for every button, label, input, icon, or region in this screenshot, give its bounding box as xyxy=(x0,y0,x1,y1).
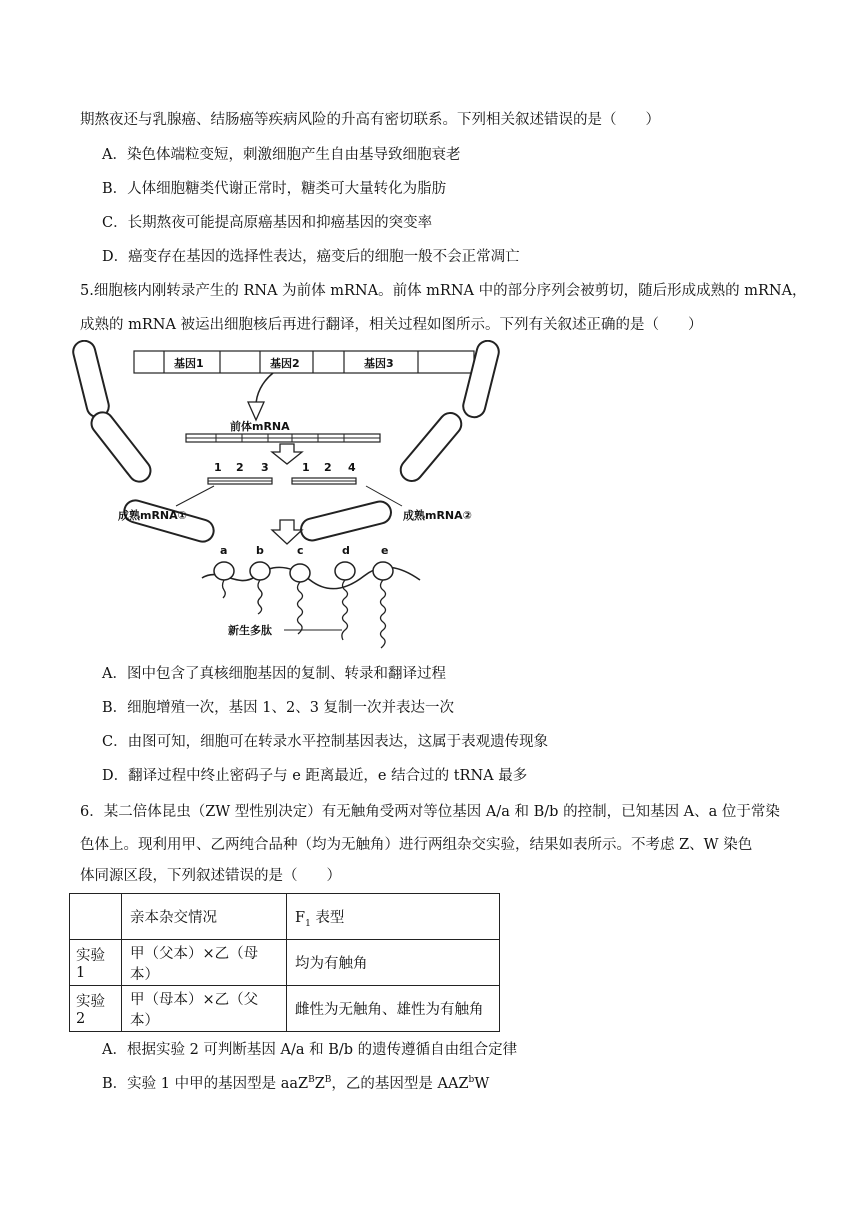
ribosome-b xyxy=(250,562,270,580)
pre-mrna-label: 前体mRNA xyxy=(230,420,290,433)
gene-expression-diagram xyxy=(70,340,530,650)
nascent-peptide-label: 新生多肽 xyxy=(228,624,272,637)
q4-stem-tail: 期熬夜还与乳腺癌、结肠癌等疾病风险的升高有密切联系。下列相关叙述错误的是（ ） xyxy=(80,112,660,128)
export-arrow xyxy=(272,520,302,544)
mrna1-number-2: 2 xyxy=(236,461,244,474)
mature-mrna-1-strand xyxy=(208,478,272,484)
cross-results-table xyxy=(69,893,500,1032)
q6-stem-line-1: 6．某二倍体昆虫（ZW 型性别决定）有无触角受两对等位基因 A/a 和 B/b 的控制，已知基因 A、a 位于常染 xyxy=(80,804,780,820)
gene-3-label: 基因3 xyxy=(364,357,394,370)
q5-stem-line-2: 成熟的 mRNA 被运出细胞核后再进行翻译，相关过程如图所示。下列有关叙述正确的是（ ） xyxy=(80,317,703,333)
mature-mrna-2-strand xyxy=(292,478,356,484)
ribosome-b-label: b xyxy=(256,544,264,557)
mrna2-number-4: 4 xyxy=(348,461,356,474)
table-header-empty xyxy=(70,894,122,940)
transcription-arrow xyxy=(256,373,273,406)
q6-option-b: B．实验 1 中甲的基因型是 $aaZ^BZ^B$，乙的基因型是 AAZ$^b$W xyxy=(102,1075,490,1092)
q6-stem-line-3: 体同源区段，下列叙述错误的是（ ） xyxy=(80,868,341,884)
row-cross: 甲（母本）×乙（父本） xyxy=(122,986,287,1032)
pre-mrna-strand xyxy=(186,434,380,442)
mature-mrna-2-label: 成熟mRNA② xyxy=(403,509,472,522)
row-label: 实验 1 xyxy=(70,940,122,986)
q5-option-b: B．细胞增殖一次，基因 1、2、3 复制一次并表达一次 xyxy=(102,700,455,716)
table-header-row xyxy=(70,894,500,940)
ribosome-d-label: d xyxy=(342,544,350,557)
mrna2-number-2: 2 xyxy=(324,461,332,474)
q4-option-a: A．染色体端粒变短，刺激细胞产生自由基导致细胞衰老 xyxy=(102,147,461,163)
ribosome-c-label: c xyxy=(297,544,304,557)
table-header-phenotype: $F_1$ 表型 xyxy=(287,894,500,940)
q6-stem-line-2: 色体上。现利用甲、乙两纯合品种（均为无触角）进行两组杂交实验，结果如表所示。不考虑 Z、W 染色 xyxy=(80,837,753,853)
row-label: 实验 2 xyxy=(70,986,122,1032)
ribosome-e xyxy=(373,562,393,580)
row-cross: 甲（父本）×乙（母本） xyxy=(122,940,287,986)
table-row xyxy=(70,940,500,986)
q5-stem-line-1: 5.细胞核内刚转录产生的 RNA 为前体 mRNA。前体 mRNA 中的部分序列会被剪切，随后形成成熟的 mRNA， xyxy=(80,283,807,299)
q5-option-a: A．图中包含了真核细胞基因的复制、转录和翻译过程 xyxy=(102,666,446,682)
mrna1-leader-line xyxy=(176,486,214,506)
ribosome-d xyxy=(335,562,355,580)
q4-option-d: D．癌变存在基因的选择性表达，癌变后的细胞一般不会正常凋亡 xyxy=(102,249,520,265)
gene-2-label: 基因2 xyxy=(270,357,300,370)
mature-mrna-1-label: 成熟mRNA① xyxy=(118,509,187,522)
nascent-polypeptides xyxy=(223,580,386,648)
q5-option-d: D．翻译过程中终止密码子与 e 距离最近，e 结合过的 tRNA 最多 xyxy=(102,768,528,784)
gene-1-label: 基因1 xyxy=(174,357,204,370)
ribosome-a xyxy=(214,562,234,580)
ribosome-c xyxy=(290,564,310,582)
row-result: 雌性为无触角、雄性为有触角 xyxy=(287,986,500,1032)
row-result: 均为有触角 xyxy=(287,940,500,986)
mrna2-number-1: 1 xyxy=(302,461,310,474)
ribosome-a-label: a xyxy=(220,544,228,557)
q4-option-c: C．长期熬夜可能提高原癌基因和抑癌基因的突变率 xyxy=(102,215,433,231)
q6-option-a: A．根据实验 2 可判断基因 A/a 和 B/b 的遗传遵循自由组合定律 xyxy=(102,1042,518,1058)
q5-option-c: C．由图可知，细胞可在转录水平控制基因表达，这属于表观遗传现象 xyxy=(102,734,549,750)
table-row xyxy=(70,986,500,1032)
ribosome-e-label: e xyxy=(381,544,389,557)
mrna1-number-3: 3 xyxy=(261,461,269,474)
q4-option-b: B．人体细胞糖类代谢正常时，糖类可大量转化为脂肪 xyxy=(102,181,447,197)
splicing-arrow xyxy=(272,444,302,464)
dna-gene-bar xyxy=(134,351,474,373)
mrna1-number-1: 1 xyxy=(214,461,222,474)
table-header-cross: 亲本杂交情况 xyxy=(122,894,287,940)
